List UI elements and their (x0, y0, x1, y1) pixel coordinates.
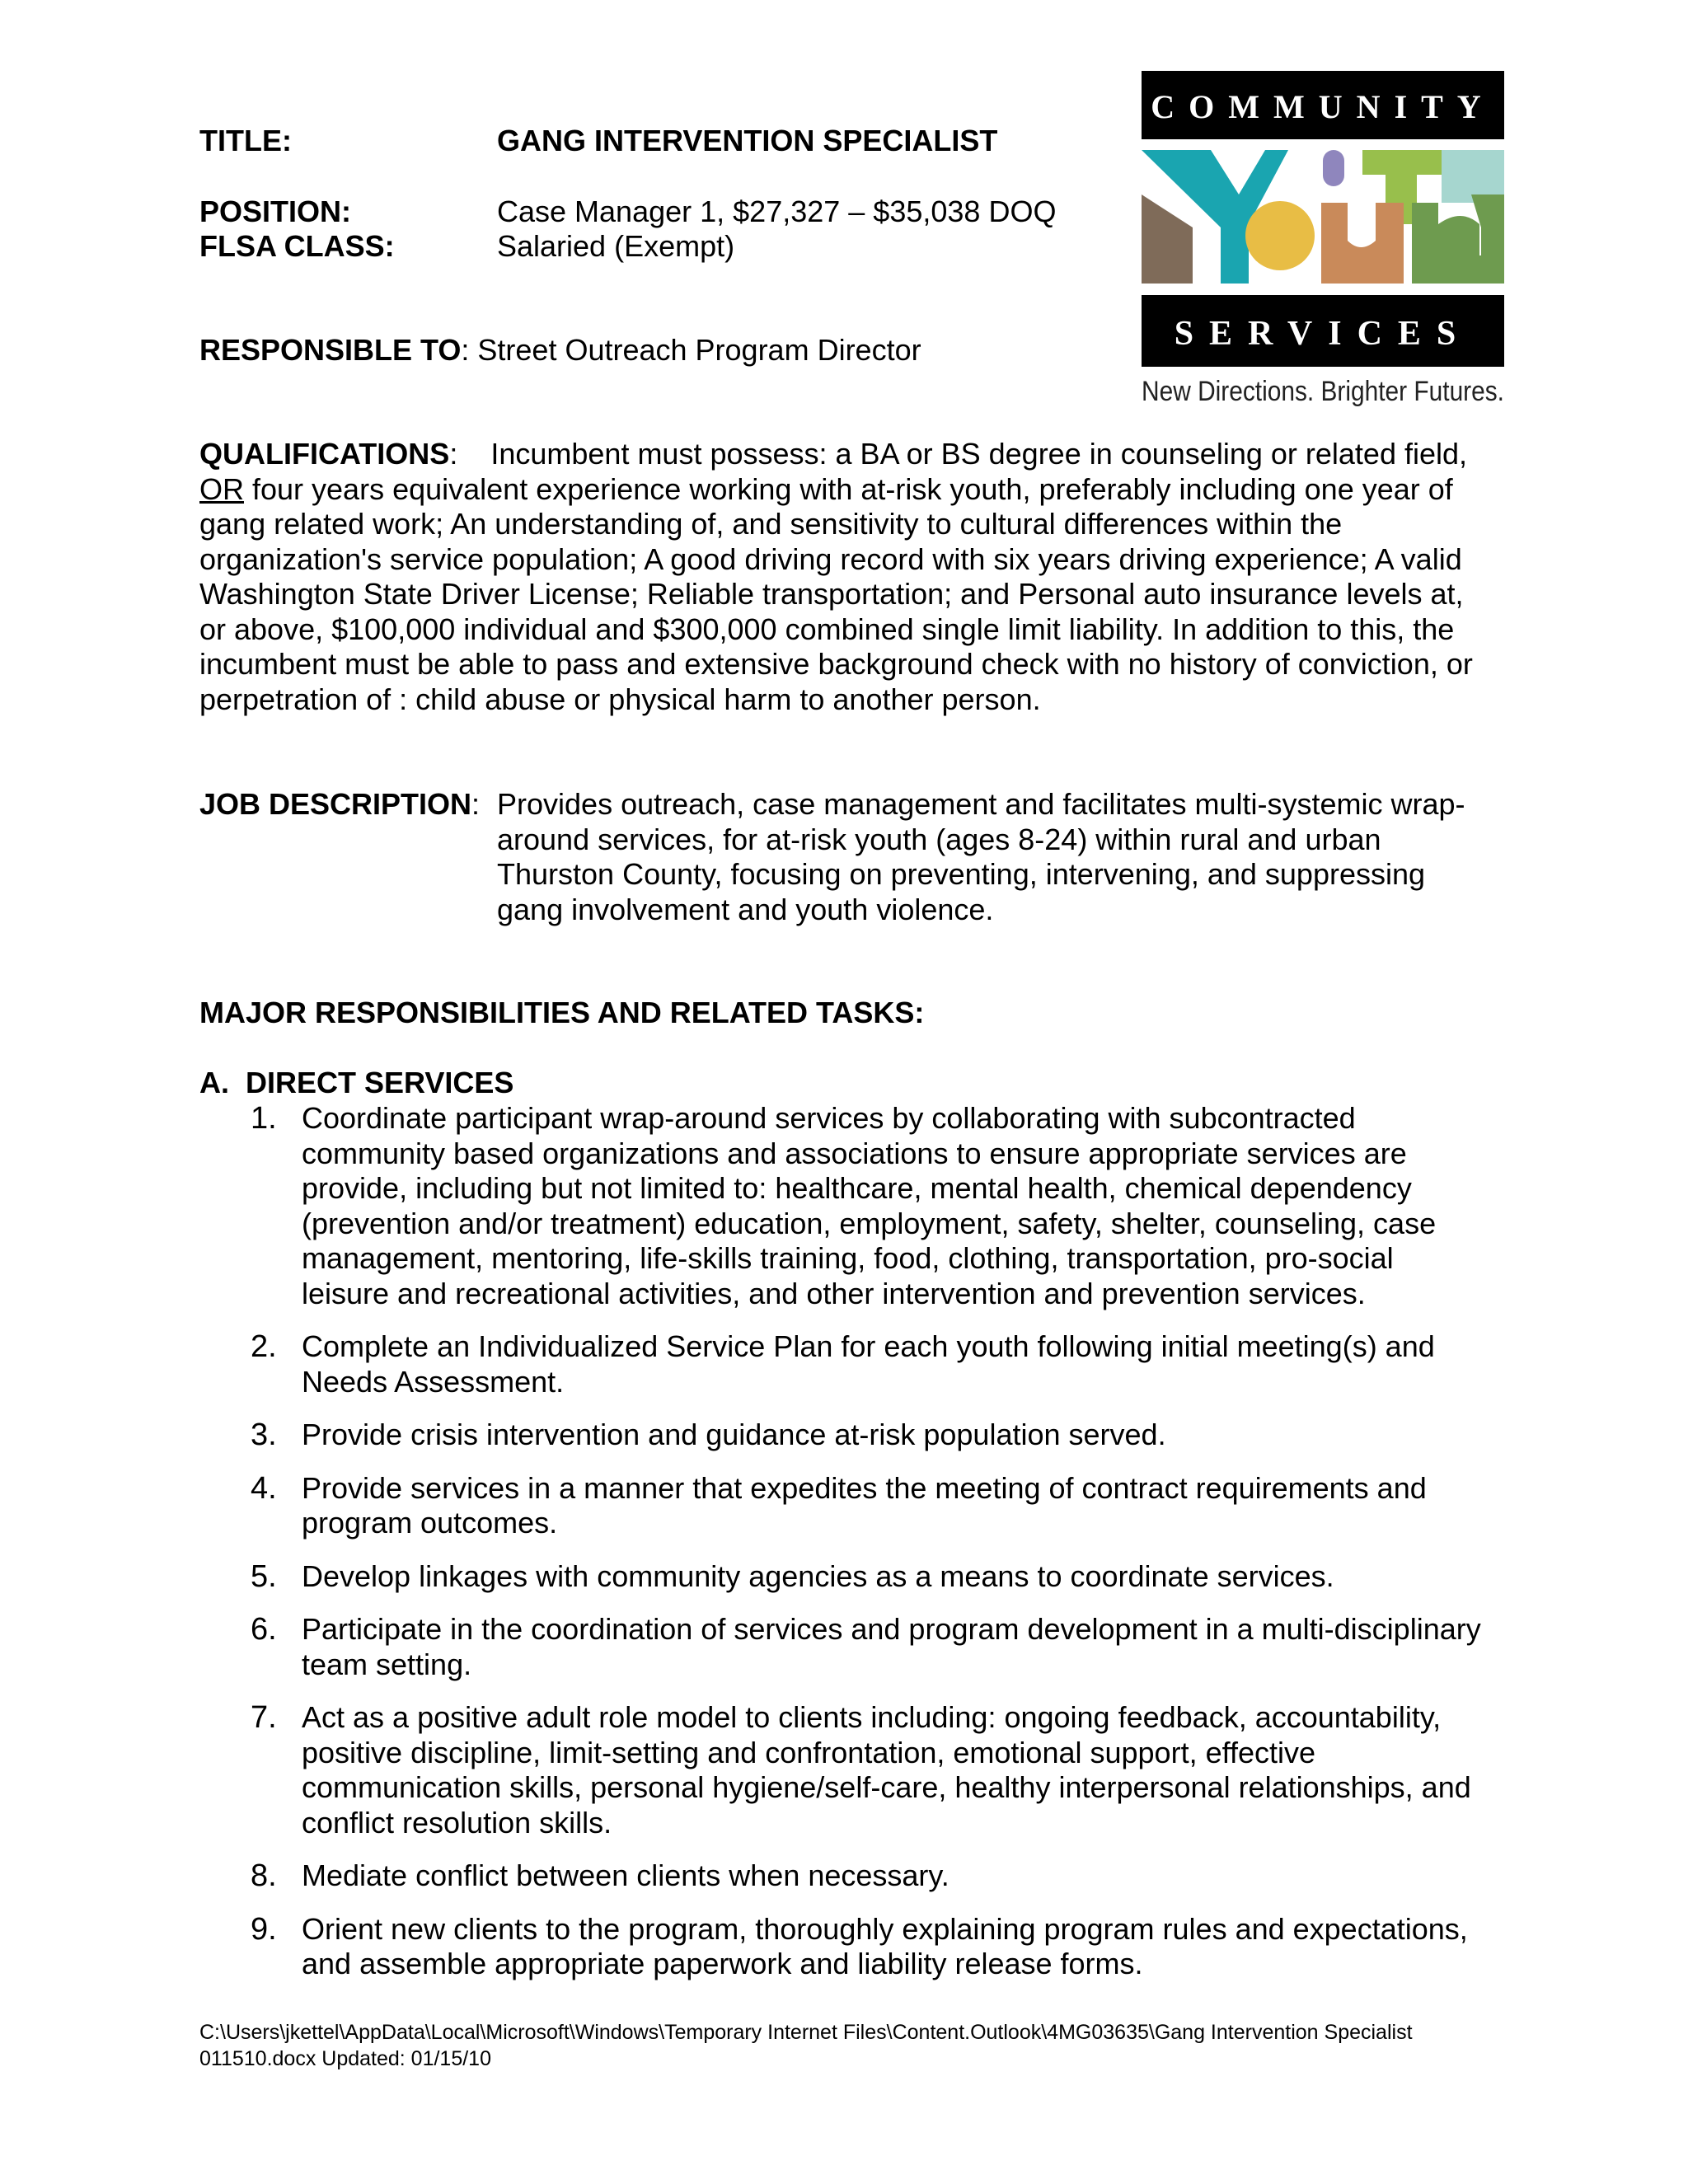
responsible-value: : Street Outreach Program Director (461, 333, 921, 367)
qualifications-text-2: four years equivalent experience working with at-risk youth, preferably including one year of gang related work; An understanding of, and sensitivity to cultural differences within the organization's service population; A good driving record with six years driving experience; A valid Washington State Driver License; Reliable transportation; and Personal auto insurance levels at, or above, $100,000 individual and $300,000 combined single limit liability. In addition to this, the incumbent must be able to pass and extensive background check with no history of conviction, or perpetration of : child abuse or physical harm to another person. (199, 471, 1473, 716)
list-item-number: 1. (251, 1101, 277, 1136)
job-description-label (199, 787, 480, 823)
responsible-to (199, 333, 921, 368)
list-item (247, 1559, 1484, 1595)
logo-bottom-text: SERVICES (1174, 315, 1472, 353)
position-value: Case Manager 1, $27,327 – $35,038 DOQ (497, 194, 1057, 228)
list-item-text: Provide services in a manner that expedites the meeting of contract requirements and program outcomes. (302, 1470, 1427, 1540)
qualifications-underlined: OR (199, 471, 244, 506)
list-item (247, 1471, 1484, 1541)
list-item-text: Develop linkages with community agencies as a means to coordinate services. (302, 1558, 1334, 1593)
list-item-number: 7. (251, 1700, 277, 1735)
flsa-label: FLSA CLASS: (199, 229, 395, 263)
list-item (247, 1700, 1484, 1840)
list-item (247, 1101, 1484, 1311)
job-description-text: Provides outreach, case management and facilitates multi-systemic wrap-around services, for at-risk youth (ages 8-24) within rural and urban Thurston County, focusing on preventing, intervening, and suppressing gang involvement and youth violence. (497, 787, 1465, 926)
list-item-number: 6. (251, 1612, 277, 1647)
list-item-number: 4. (251, 1470, 277, 1506)
list-item-number: 5. (251, 1558, 277, 1594)
title-value: GANG INTERVENTION SPECIALIST (497, 124, 998, 157)
direct-services-heading: A. DIRECT SERVICES (199, 1066, 514, 1099)
list-item (247, 1329, 1484, 1399)
list-item (247, 1612, 1484, 1682)
logo-tagline: New Directions. Brighter Futures. (1142, 376, 1504, 407)
direct-services-list (247, 1101, 1484, 1982)
list-item-text: Coordinate participant wrap-around services by collaborating with subcontracted community based organizations and associations to ensure appropriate services are provide, including but not limited to: healthcare, mental health, chemical dependency (prevention and/or treatment) education, employment, safety, shelter, counseling, case management, mentoring, life-skills training, food, clothing, transportation, pro-social leisure and recreational activities, and other intervention and prevention services. (302, 1101, 1437, 1310)
qualifications-paragraph (199, 437, 1493, 717)
list-item-text: Participate in the coordination of services and program development in a multi-disciplinary team setting. (302, 1612, 1481, 1681)
list-item (247, 1912, 1484, 1982)
list-item-text: Mediate conflict between clients when necessary. (302, 1858, 950, 1892)
list-item-text: Provide crisis intervention and guidance at-risk population served. (302, 1418, 1166, 1451)
logo-top-text: COMMUNITY (1151, 88, 1495, 125)
list-item-number: 8. (251, 1858, 277, 1893)
community-youth-services-logo (1142, 71, 1504, 415)
list-item-text: Orient new clients to the program, thoroughly explaining program rules and expectations, and assemble appropriate paperwork and liability release forms. (302, 1911, 1468, 1980)
qualifications-text-1: Incumbent must possess: a BA or BS degree in counseling or related field, (490, 437, 1468, 471)
list-item-text: Act as a positive adult role model to clients including: ongoing feedback, accountability, positive discipline, limit-setting and confrontation, emotional support, effective communication skills, personal hygiene/self-care, healthy interpersonal relationships, and conflict resolution skills. (302, 1700, 1471, 1840)
position-label: POSITION: (199, 194, 352, 228)
title-label: TITLE: (199, 124, 292, 157)
major-responsibilities-heading: MAJOR RESPONSIBILITIES AND RELATED TASKS: (199, 996, 925, 1029)
job-description-label-text: JOB DESCRIPTION (199, 787, 472, 821)
flsa-value: Salaried (Exempt) (497, 229, 735, 263)
list-item-text: Complete an Individualized Service Plan for each youth following initial meeting(s) and Needs Assessment. (302, 1329, 1435, 1399)
qualifications-label: QUALIFICATIONS (199, 437, 450, 471)
list-item (247, 1418, 1484, 1453)
list-item (247, 1858, 1484, 1894)
responsible-label: RESPONSIBLE TO (199, 333, 462, 367)
list-item-number: 9. (251, 1911, 277, 1947)
list-item-number: 3. (251, 1418, 277, 1452)
job-description-colon: : (471, 787, 481, 821)
document-footer: C:\Users\jkettel\AppData\Local\Microsoft\Windows\Temporary Internet Files\Content.Outlook\4MG03635\Gang Intervention Specialist 011510.docx Updated: 01/15/10 (199, 2021, 1413, 2070)
qualifications-colon: : (449, 437, 458, 471)
list-item-number: 2. (251, 1329, 277, 1364)
